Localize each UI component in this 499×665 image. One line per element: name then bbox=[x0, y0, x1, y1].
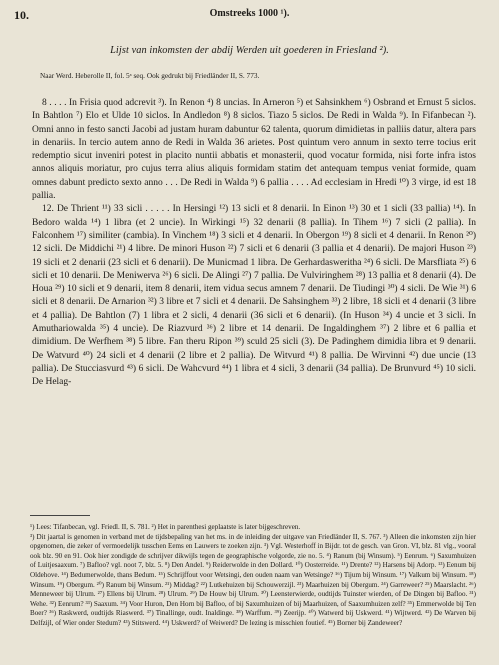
page-number: 10. bbox=[14, 8, 29, 22]
footnotes bbox=[30, 523, 476, 629]
running-title: Omstreeks 1000 ¹). bbox=[209, 8, 290, 19]
footnote-line: ¹) Lees: Tifanbecan, vgl. Friedl. II, S. 781. ²) Het in parenthesi geplaatste is later bijgeschreven. bbox=[30, 523, 301, 531]
document-title: Lijst van inkomsten der abdij Werden uit goederen in Friesland ²). bbox=[110, 45, 389, 56]
body-paragraph: 12. De Thrient ¹¹) 33 sicli . . . . . In Hersingi ¹²) 13 sicli et 8 denarii. In Einon ¹³) 30 et 1 sicli (33 pallia) ¹⁴). In Bedoro walda ¹⁴) 1 libra (et 2 uncie). In Wirkingi ¹⁵) 32 denarii (8 pallia). In Tihem ¹⁶) 7 sicli (2 pallia). In Falconhem ¹⁷) similiter (cambia). In Vinchem ¹⁸) 3 sicli et 4 denarii. In Obergon ¹⁹) 8 sicli et 4 denarii. In Renon ²⁰) 12 sicli. De Middichi ²¹) 4 libre. De minori Huson ²²) 7 sicli et 6 denarii (3 pallia et 4 denarii). De majori Huson ²³) 19 sicli et 2 denarii (23 sicli et 6 denarii). De Municmad 1 libra. De Gerhardasweritha ²⁴) 6 sicli. De Marsfliata ²⁵) 6 sicli et 10 denarii. De Meniwerva ²⁶) 6 sicli. De Alingi ²⁷) 7 pallia. De Vulviringhem ²⁸) 13 pallia et 8 denarii (4). De Houa ²⁹) 10 sicli et 9 denarii, item 8 denarii, item vidua secus amnem 7 denarii. De Tiudingi ³⁰) 4 sicli. De Wie ³¹) 6 sicli et 8 denarii. De Arnarion ³²) 3 libre et 7 sicli et 4 denarii. De Sahsinghem ³³) 2 libre, 18 sicli et 4 denarii (3 libre et 4 pallia). De Bahtlon (7) 1 libra et 2 sicli, 4 denarii (36 sicli et 6 denarii). (In Huson ³⁴) 4 uncie et 3 sicli. In Amuthariowalda ³⁵) 4 uncie). De Riazvurd ³⁶) 2 libre et 14 denarii. De Ingaldinghem ³⁷) 2 libre et 6 pallia et dimidium. De Werfhem ³⁸) 5 libre. Fan theru Ripon ³⁹) sculd 25 sicli (3). De Padinghem dimidia libra et 9 denarii. De Watvurd ⁴⁰) 24 sicli et 4 denarii (2 libre et 2 pallia). De Witvurd ⁴¹) 8 pallia. De Wirvinni ⁴²) due uncie (13 pallia). De Stucciasvurd ⁴³) 6 sicli. De Wahcvurd ⁴⁴) 1 libra et 4 sicli, 3 denarii (34 pallia). De Brunvurd ⁴⁵) 10 sicli. De Helag- bbox=[32, 204, 476, 388]
source-note: Naar Werd. Heberolle II, fol. 5ᵃ seq. Ook gedrukt bij Friedländer II, S. 773. bbox=[40, 71, 260, 80]
body-text bbox=[32, 97, 476, 390]
page-header bbox=[14, 8, 485, 24]
footnote-divider bbox=[30, 515, 90, 516]
body-paragraph: 8 . . . . In Frisia quod adcrevit ³). In Renon ⁴) 8 uncias. In Arneron ⁵) et Sahsinkhem ⁶) Osbrand et Ernust 5 siclos. In Bahtlon ⁷) Elo et Ulde 10 siclos. In Andledon ⁸) 8 siclos. Tiazo 5 siclos. De Redi in Walda ⁹). In Fifanbecan ²). Omni anno in festo sancti Jacobi ad justam huram dabuntur 62 talenta, quorum dimidietas in palliis datur, altera pars in denariis. In tercio autem anno de Redi in Walda 36 arietes. Post quintum vero annum in sexto terre tocius erit redemptio sicut inveniri potest in placito nuntii abbatis et monasterii, quod vocatur formida, nisi forte infra istos annos aliquis moriatur, pro cujus terra alius aliquis formidam statim det antequam tempus veniat formide, quam omnes dabunt predicto sexto anno . . . De Redi in Walda ⁹) 6 pallia . . . . Ad ecclesiam in Hredi ¹⁰) 3 virge, id est 18 pallia. bbox=[32, 98, 476, 202]
footnote-line: ³) Dit jaartal is genomen in verband met de tijdsbepaling van het ms. in de inleiding der uitgave van Friedländer II, S. 767. ³) Alleen die inkomsten zijn hier opgenomen, die zeker of vermoedelijk tusschen Eems en Lauwers te zoeken zijn. ³) Vgl. Westerhoff in Bijdr. tot de gesch. van Gron. VI, blz. 81 vlg., vooral ook blz. 90 en 91. Ook hier zondigde de schrijver dikwijls tegen de geographische volgorde, zie no. 5. ⁴) Ranum (bij Winsum). ⁵) Eenrum. ⁶) Saxumhuizen of Luitjesaaxum. ⁷) Bafloo? vgl. noot 7, blz. 5. ⁸) Den Andel. ⁹) Reiderwolde in den Dollard. ¹⁰) Oosterreide. ¹¹) Drente? ¹²) Harsens bij Adorp. ¹³) Eenum bij Oldehove. ¹⁴) Bedumerwolde, thans Bedum. ¹⁵) Schrijffout voor Wetsingi, den ouden naam van Wetsinge? ¹⁶) Tijum bij Winsum. ¹⁷) Valkum bij Winsum. ¹⁸) Winsum. ¹⁹) Obergum. ²⁰) Ranum bij Winsum. ²¹) Middag? ²²) Lutkehuizen bij Schouwerzijl. ²³) Maarhuizen bij Obergum. ²⁴) Garreweer? ²⁵) Maarslacht. ²⁶) Menneweer bij Ulrum. ²⁷) Ellens bij Ulrum. ²⁸) Ulrum. ²⁹) De Houw bij Ulrum. ³⁰) Leensterwierde, oudtijds Tuinster wierden, of De Dingen bij Bafloo. ³¹) Wehe. ³²) Eenrum? ³³) Saaxum. ³⁴) Voor Huron, Den Horn bij Bafloo, of bij Saxumhuizen of bij Maarhuizen, of Saaxumhuizen zelf? ³⁵) Emmerwolde bij Ten Boer? ³⁶) Raskwerd, oudtijds Riaswerd. ³⁷) Tinallinge, oudt. Inaldinge. ³⁸) Warffum. ³⁹) Zeerijp. ⁴⁰) Watwerd bij Uskwerd. ⁴¹) Wijtwerd. ⁴²) De Warven bij Delfzijl, of Wier onder Stedum? ⁴³) Stitswerd. ⁴⁴) Uskwerd? of Weiwerd? De lezing is misschien foutief. ⁴⁵) Borner bij Zandeweer? bbox=[30, 532, 476, 627]
